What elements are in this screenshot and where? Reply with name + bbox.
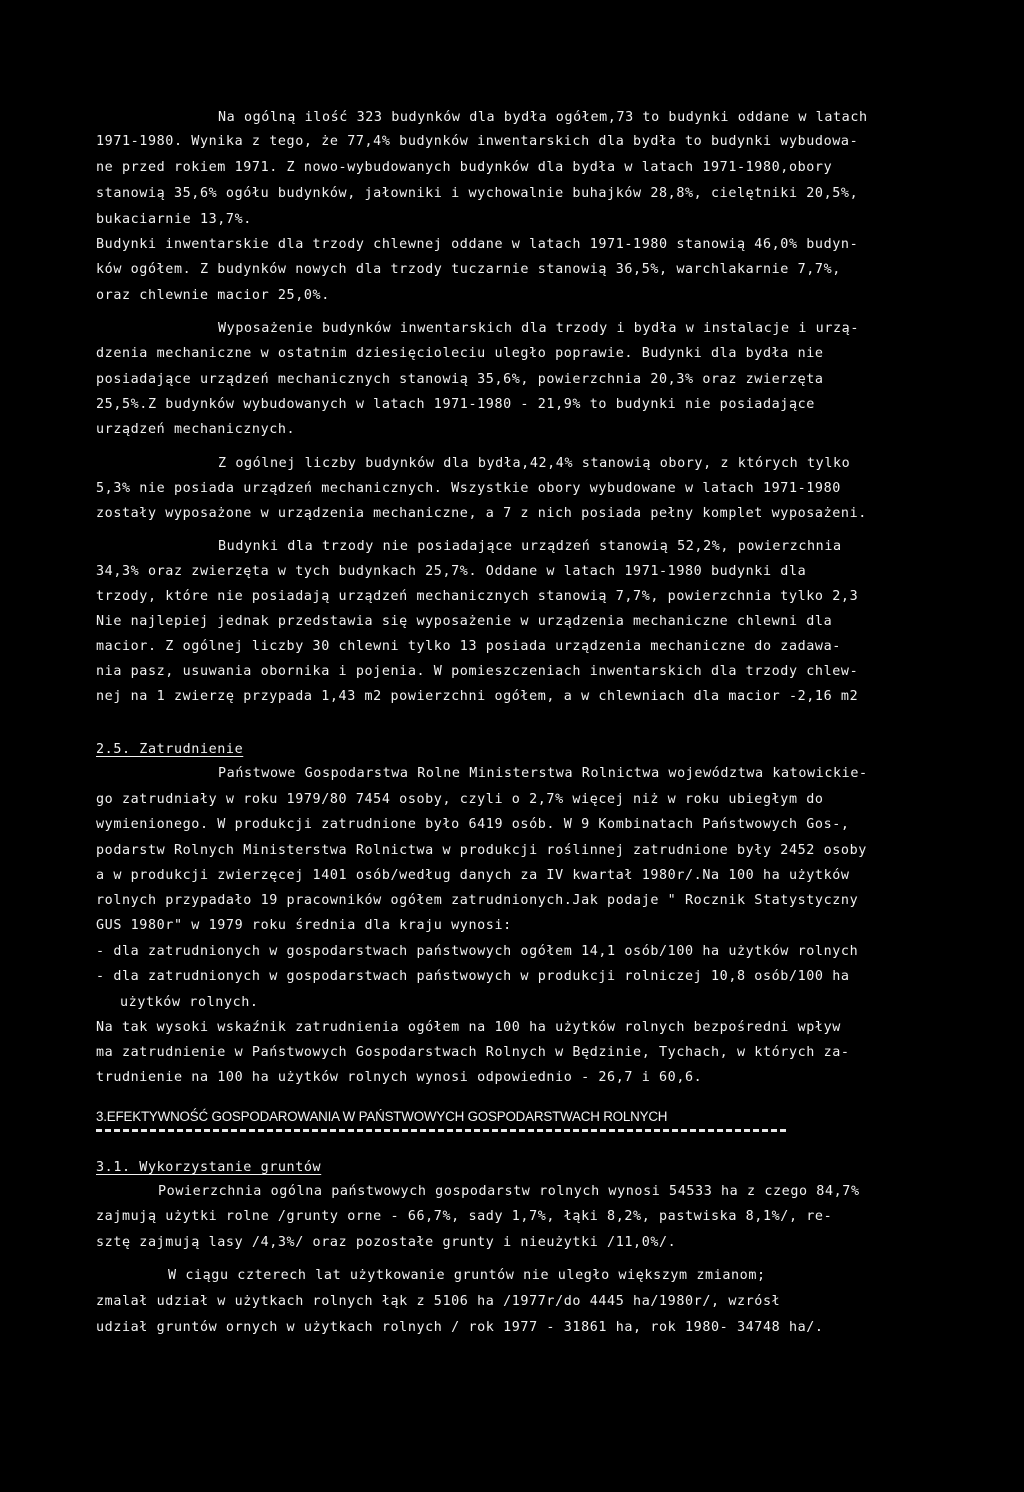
text-line: - dla zatrudnionych w gospodarstwach państwowych ogółem 14,1 osób/100 ha użytków rolnych <box>96 944 859 959</box>
text-line: udział gruntów ornych w użytkach rolnych / rok 1977 - 31861 ha, rok 1980- 34748 ha/. <box>96 1320 824 1335</box>
text-line: macior. Z ogólnej liczby 30 chlewni tylko 13 posiada urządzenia mechaniczne do zadawa- <box>96 639 841 654</box>
text-line: Na ogólną ilość 323 budynków dla bydła ogółem,73 to budynki oddane w latach <box>218 110 868 125</box>
text-line: Wyposażenie budynków inwentarskich dla trzody i bydła w instalacje i urzą- <box>218 321 859 336</box>
text-line: stanowią 35,6% ogółu budynków, jałowniki i wychowalnie buhajków 28,8%, cielętniki 20,5%, <box>96 186 859 201</box>
text-line: 34,3% oraz zwierzęta w tych budynkach 25,7%. Oddane w latach 1971-1980 budynki dla <box>96 564 807 579</box>
text-line: urządzeń mechanicznych. <box>96 422 296 437</box>
text-line: Budynki inwentarskie dla trzody chlewnej oddane w latach 1971-1980 stanowią 46,0% budyn- <box>96 237 859 252</box>
text-line: Budynki dla trzody nie posiadające urządzeń stanowią 52,2%, powierzchnia <box>218 539 842 554</box>
text-line: rolnych przypadało 19 pracowników ogółem zatrudnionych.Jak podaje " Rocznik Statystyczny <box>96 893 859 908</box>
heading-underline-rule <box>96 1129 786 1132</box>
text-line: trzody, które nie posiadają urządzeń mechanicznych stanowią 7,7%, powierzchnia tylko 2,3 <box>96 589 859 604</box>
text-line: - dla zatrudnionych w gospodarstwach państwowych w produkcji rolniczej 10,8 osób/100 ha <box>96 969 850 984</box>
text-line: Z ogólnej liczby budynków dla bydła,42,4% stanowią obory, z których tylko <box>218 456 851 471</box>
text-line: 5,3% nie posiada urządzeń mechanicznych. Wszystkie obory wybudowane w latach 1971-1980 <box>96 481 841 496</box>
text-line: bukaciarnie 13,7%. <box>96 212 252 227</box>
text-line: ma zatrudnienie w Państwowych Gospodarstwach Rolnych w Będzinie, Tychach, w których za- <box>96 1045 850 1060</box>
text-line: posiadające urządzeń mechanicznych stanowią 35,6%, powierzchnia 20,3% oraz zwierzęta <box>96 372 824 387</box>
text-line: nej na 1 zwierzę przypada 1,43 m2 powierzchni ogółem, a w chlewniach dla macior -2,16 m2 <box>96 689 859 704</box>
text-line: nia pasz, usuwania obornika i pojenia. W pomieszczeniach inwentarskich dla trzody chlew- <box>96 664 859 679</box>
section-heading: 2.5. Zatrudnienie <box>96 742 244 757</box>
text-line: ne przed rokiem 1971. Z nowo-wybudowanych budynków dla bydła w latach 1971-1980,obory <box>96 160 833 175</box>
chapter-heading: 3.EFEKTYWNOŚĆ GOSPODAROWANIA W PAŃSTWOWYCH GOSPODARSTWACH ROLNYCH <box>96 1109 668 1124</box>
text-line: dzenia mechaniczne w ostatnim dziesięcioleciu uległo poprawie. Budynki dla bydła nie <box>96 346 824 361</box>
text-line: Na tak wysoki wskaźnik zatrudnienia ogółem na 100 ha użytków rolnych bezpośredni wpływ <box>96 1020 841 1035</box>
text-line: oraz chlewnie macior 25,0%. <box>96 288 330 303</box>
text-line: W ciągu czterech lat użytkowanie gruntów nie uległo większym zmianom; <box>168 1268 766 1283</box>
text-line: go zatrudniały w roku 1979/80 7454 osoby, czyli o 2,7% więcej niż w roku ubiegłym do <box>96 792 824 807</box>
text-line: wymienionego. W produkcji zatrudnione było 6419 osób. W 9 Kombinatach Państwowych Gos-, <box>96 817 850 832</box>
text-line: 1971-1980. Wynika z tego, że 77,4% budynków inwentarskich dla bydła to budynki wybudowa- <box>96 134 859 149</box>
text-line: Nie najlepiej jednak przedstawia się wyposażenie w urządzenia mechaniczne chlewni dla <box>96 614 833 629</box>
text-line: a w produkcji zwierzęcej 1401 osób/według danych za IV kwartał 1980r/.Na 100 ha użytków <box>96 868 850 883</box>
text-line: zajmują użytki rolne /grunty orne - 66,7%, sady 1,7%, łąki 8,2%, pastwiska 8,1%/, re- <box>96 1209 833 1224</box>
text-line: podarstw Rolnych Ministerstwa Rolnictwa w produkcji roślinnej zatrudnione były 2452 osoby <box>96 843 867 858</box>
text-line: ków ogółem. Z budynków nowych dla trzody tuczarnie stanowią 36,5%, warchlakarnie 7,7%, <box>96 262 841 277</box>
text-line: Powierzchnia ogólna państwowych gospodarstw rolnych wynosi 54533 ha z czego 84,7% <box>158 1184 860 1199</box>
text-line: zostały wyposażone w urządzenia mechaniczne, a 7 z nich posiada pełny komplet wyposażeni. <box>96 506 867 521</box>
text-line: 25,5%.Z budynków wybudowanych w latach 1971-1980 - 21,9% to budynki nie posiadające <box>96 397 815 412</box>
text-line: użytków rolnych. <box>120 995 259 1010</box>
section-heading: 3.1. Wykorzystanie gruntów <box>96 1160 322 1175</box>
text-line: Państwowe Gospodarstwa Rolne Ministerstwa Rolnictwa województwa katowickie- <box>218 766 868 781</box>
text-line: zmalał udział w użytkach rolnych łąk z 5106 ha /1977r/do 4445 ha/1980r/, wzrósł <box>96 1294 781 1309</box>
text-line: trudnienie na 100 ha użytków rolnych wynosi odpowiednio - 26,7 i 60,6. <box>96 1070 703 1085</box>
text-line: sztę zajmują lasy /4,3%/ oraz pozostałe grunty i nieużytki /11,0%/. <box>96 1235 677 1250</box>
text-line: GUS 1980r" w 1979 roku średnia dla kraju wynosi: <box>96 918 512 933</box>
